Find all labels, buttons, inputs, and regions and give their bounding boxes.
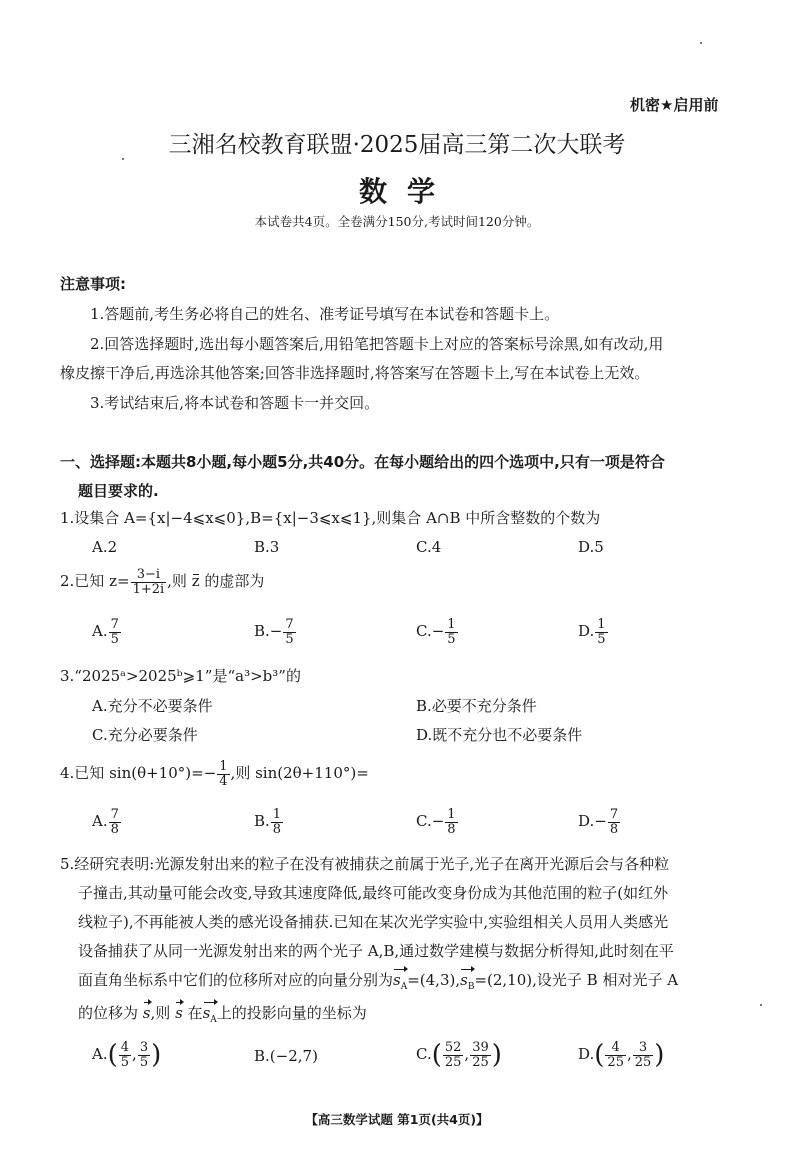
notice-item: 2.回答选择题时,选出每小题答案后,用铅笔把答题卡上对应的答案标号涂黑,如有改动,用	[90, 335, 664, 353]
q4-option-c: C.− $\frac{1}{8}$	[416, 807, 456, 837]
q2-option-d: D. $\frac{1}{5}$	[578, 617, 606, 647]
q4-option-b: B. $\frac{1}{8}$	[254, 807, 282, 837]
question-5-line: 设备捕获了从同一光源发射出来的两个光子 A,B,通过数学建模与数据分析得知,此时刻在平	[78, 942, 674, 960]
notice-heading: 注意事项:	[60, 275, 126, 293]
section-heading: 一、选择题:本题共8小题,每小题5分,共40分。在每小题给出的四个选项中,只有一项是符合	[60, 453, 665, 471]
question-5-line: 面直角坐标系中它们的位移所对应的向量分别为$s_A=(4,3),s_B=(2,10)$,设光子 B 相对光子 A	[78, 971, 679, 992]
notice-item: 橡皮擦干净后,再选涂其他答案;回答非选择题时,将答案写在答题卡上,写在本试卷上无效。	[60, 364, 650, 382]
q1-option-d: D.5	[578, 538, 604, 556]
q1-option-c: C.4	[416, 538, 442, 556]
exam-info: 本试卷共4页。全卷满分150分,考试时间120分钟。	[254, 214, 540, 229]
exam-title: 三湘名校教育联盟·2025届高三第二次大联考	[168, 132, 626, 158]
question-5-line: 线粒子),不再能被人类的感光设备捕获.已知在某次光学实验中,实验组相关人员用人类感光	[78, 913, 669, 931]
q2-option-a: A. $\frac{7}{5}$	[92, 617, 119, 647]
q5-option-b: B.(−2,7)	[254, 1047, 318, 1065]
fraction: $\frac{1}{4}$	[219, 759, 228, 789]
question-1-stem: 1.设集合 A={x|−4⩽x⩽0},B={x|−3⩽x⩽1},则集合 A∩B 中所含整数的个数为	[60, 509, 601, 527]
question-5-line: 的位移为 s,则 s 在$s_A$上的投影向量的坐标为	[78, 1004, 367, 1025]
notice-item: 1.答题前,考生务必将自己的姓名、准考证号填写在本试卷和答题卡上。	[90, 305, 560, 323]
question-5-line: 5.经研究表明:光源发射出来的粒子在没有被捕获之前属于光子,光子在离开光源后会与各种粒	[60, 855, 670, 873]
conjugate-z: z	[191, 572, 200, 591]
question-2-stem: 2.已知 z= $\frac{3-i}{1+2i}$ ,则 z 的虚部为	[60, 567, 265, 597]
vector-s: s	[175, 1004, 183, 1022]
q5-option-d: D.( $\frac{4}{25}$ , $\frac{3}{25}$ )	[578, 1039, 665, 1070]
subject-title: 数学	[358, 175, 455, 208]
q1-option-b: B.3	[254, 538, 280, 556]
question-5-line: 子撞击,其动量可能会改变,导致其速度降低,最终可能改变身份成为其他范围的粒子(如红外	[78, 884, 669, 902]
speck	[700, 42, 702, 44]
vector-sB: $s_B$	[460, 971, 475, 992]
notice-item: 3.考试结束后,将本试卷和答题卡一并交回。	[90, 394, 380, 412]
page-footer: 【高三数学试题 第1页(共4页)】	[305, 1112, 489, 1127]
section-heading-cont: 题目要求的.	[78, 482, 159, 500]
speck	[122, 158, 124, 160]
q3-option-d: D.既不充分也不必要条件	[416, 726, 583, 744]
q5-option-c: C.( $\frac{52}{25}$ , $\frac{39}{25}$ )	[416, 1039, 502, 1070]
confidential-label: 机密★启用前	[630, 96, 719, 114]
q3-option-b: B.必要不充分条件	[416, 697, 537, 715]
q2-option-b: B.− $\frac{7}{5}$	[254, 617, 294, 647]
vector-sA: $s_A$	[202, 1004, 217, 1025]
q1-option-a: A.2	[92, 538, 118, 556]
speck	[760, 1004, 762, 1006]
question-4-stem: 4.已知 sin(θ+10°)=− $\frac{1}{4}$ ,则 sin(2θ+110°)=	[60, 759, 369, 789]
fraction: $\frac{3-i}{1+2i}$	[132, 567, 165, 597]
q2-option-c: C.− $\frac{1}{5}$	[416, 617, 456, 647]
q4-option-d: D.− $\frac{7}{8}$	[578, 807, 619, 837]
q3-option-a: A.充分不必要条件	[92, 697, 213, 715]
question-3-stem: 3.“2025ᵃ>2025ᵇ⩾1”是“a³>b³”的	[60, 667, 301, 685]
vector-s: s	[142, 1004, 151, 1022]
q5-option-a: A.( $\frac{4}{5}$ , $\frac{3}{5}$ )	[92, 1039, 162, 1070]
vector-sA: $s_A$	[393, 971, 408, 992]
q3-option-c: C.充分必要条件	[92, 726, 198, 744]
q4-option-a: A. $\frac{7}{8}$	[92, 807, 119, 837]
